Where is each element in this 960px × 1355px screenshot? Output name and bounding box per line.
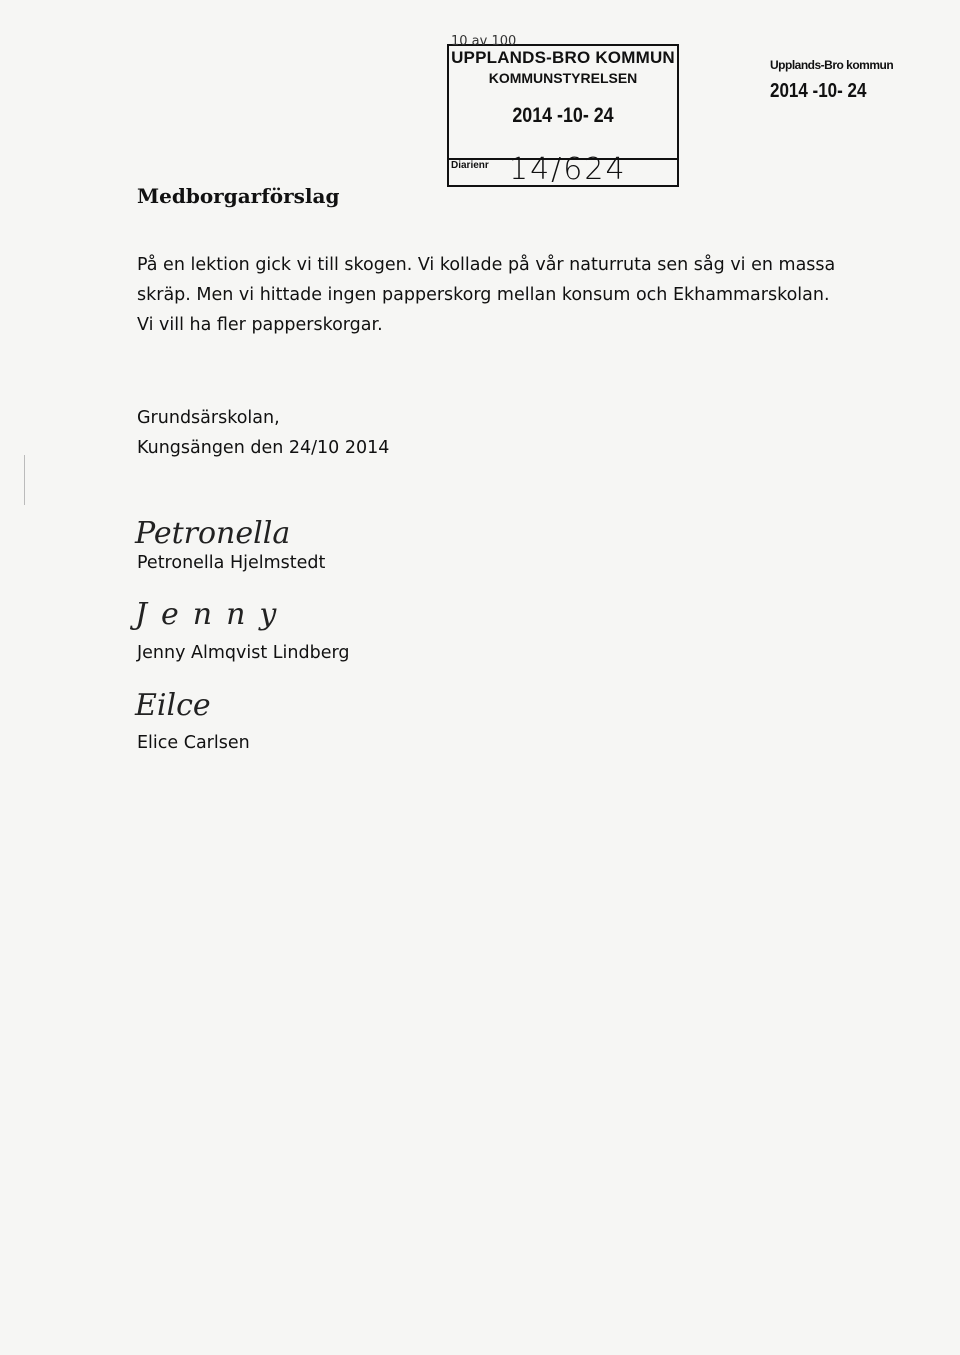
signatory-name-petronella: Petronella Hjelmstedt — [137, 553, 326, 573]
sender-school: Grundsärskolan, — [137, 408, 280, 428]
document-title: Medborgarförslag — [137, 184, 340, 208]
sender-place-date: Kungsängen den 24/10 2014 — [137, 438, 390, 458]
stamp-organization: UPPLANDS-BRO KOMMUN — [451, 48, 675, 67]
body-line-3: Vi vill ha fler papperskorgar. — [137, 315, 383, 335]
signature-elice: Eilce — [135, 688, 211, 723]
signature-petronella: Petronella — [135, 516, 291, 551]
diarie-number: 14/624 — [509, 152, 627, 187]
received-stamp-org: Upplands-Bro kommun — [770, 58, 894, 72]
sender-block — [137, 403, 389, 463]
diarie-label: Diarienr — [451, 160, 489, 171]
received-stamp — [770, 58, 900, 103]
signature-jenny: Jenny — [135, 597, 291, 632]
body-line-2: skräp. Men vi hittade ingen papperskorg mellan konsum och Ekhammarskolan. — [137, 285, 830, 305]
registration-stamp — [447, 34, 679, 187]
received-stamp-date: 2014 -10- 24 — [770, 80, 867, 102]
stamp-date: 2014 -10- 24 — [512, 104, 614, 127]
body-line-1: På en lektion gick vi till skogen. Vi kollade på vår naturruta sen såg vi en massa — [137, 255, 836, 275]
stamp-header — [449, 34, 677, 160]
signatory-name-jenny: Jenny Almqvist Lindberg — [137, 643, 350, 663]
stamp-diarie-row — [449, 152, 677, 189]
proposal-body — [137, 250, 837, 340]
scan-edge-mark — [24, 455, 25, 505]
stamp-department: KOMMUNSTYRELSEN — [488, 70, 638, 86]
signatory-name-elice: Elice Carlsen — [137, 733, 250, 753]
stamp-handwritten-note: 10 av 100 — [451, 34, 517, 49]
